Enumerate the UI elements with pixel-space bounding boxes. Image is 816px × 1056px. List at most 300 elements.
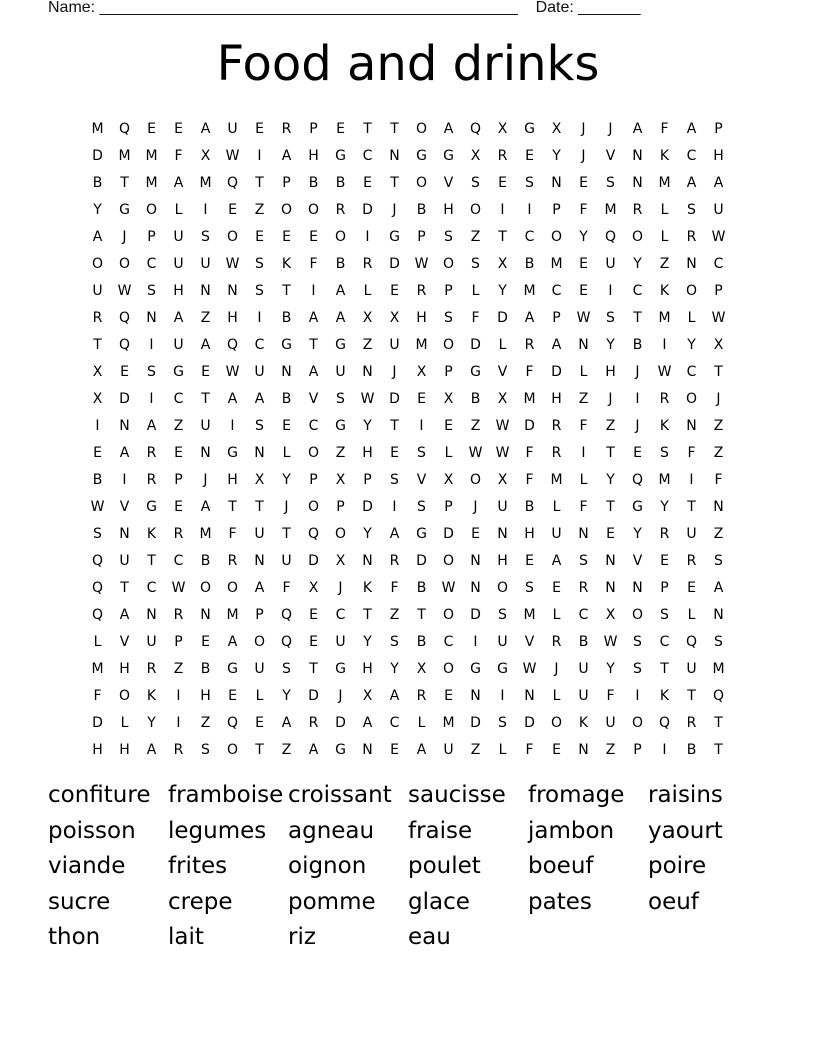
grid-letter: Z — [578, 390, 589, 407]
grid-letter: M — [523, 390, 536, 407]
grid-letter: N — [686, 417, 697, 434]
grid-letter: T — [714, 714, 723, 731]
grid-letter: M — [658, 471, 671, 488]
grid-letter: M — [550, 255, 563, 272]
grid-letter: Q — [469, 120, 482, 137]
grid-letter: E — [606, 525, 615, 542]
grid-letter: T — [147, 552, 156, 569]
grid-letter: R — [686, 228, 697, 245]
grid-letter: I — [257, 309, 262, 326]
grid-letter: D — [497, 309, 508, 326]
grid-letter: A — [92, 228, 103, 245]
grid-letter: R — [416, 687, 427, 704]
grid-letter: A — [632, 120, 643, 137]
grid-letter: X — [308, 579, 319, 596]
grid-letter: R — [362, 255, 373, 272]
grid-row — [84, 331, 732, 358]
grid-letter: E — [579, 174, 588, 191]
grid-letter: R — [524, 336, 535, 353]
grid-letter: D — [362, 498, 373, 515]
grid-letter: R — [551, 444, 562, 461]
grid-row — [84, 196, 732, 223]
grid-row — [84, 385, 732, 412]
grid-letter: I — [500, 201, 505, 218]
grid-letter: I — [149, 336, 154, 353]
grid-letter: N — [200, 282, 211, 299]
word-bank-item: boeuf — [528, 853, 594, 879]
grid-letter: E — [174, 498, 183, 515]
grid-letter: T — [390, 120, 399, 137]
grid-letter: E — [255, 228, 264, 245]
grid-letter: U — [92, 282, 103, 299]
word-bank-item: croissant — [288, 782, 392, 808]
grid-row — [84, 277, 732, 304]
grid-letter: Q — [91, 552, 104, 569]
grid-letter: R — [146, 471, 157, 488]
grid-letter: B — [200, 660, 211, 677]
grid-letter: U — [254, 525, 265, 542]
grid-letter: E — [174, 444, 183, 461]
grid-letter: A — [686, 174, 697, 191]
grid-letter: U — [254, 363, 265, 380]
grid-letter: P — [633, 741, 642, 758]
grid-letter: K — [281, 255, 292, 272]
grid-row — [84, 412, 732, 439]
grid-letter: S — [471, 255, 480, 272]
grid-row — [84, 115, 732, 142]
grid-letter: O — [442, 660, 455, 677]
grid-letter: W — [225, 147, 240, 164]
grid-letter: G — [497, 660, 508, 677]
grid-letter: C — [551, 282, 562, 299]
grid-letter: N — [713, 606, 724, 623]
word-bank — [48, 778, 768, 956]
grid-letter: M — [91, 120, 104, 137]
grid-letter: T — [606, 498, 615, 515]
grid-letter: M — [712, 660, 725, 677]
grid-letter: S — [714, 552, 723, 569]
grid-letter: N — [470, 552, 481, 569]
grid-letter: A — [173, 174, 184, 191]
grid-letter: Q — [712, 687, 725, 704]
grid-letter: N — [551, 174, 562, 191]
grid-letter: A — [146, 417, 157, 434]
grid-letter: P — [714, 282, 723, 299]
grid-letter: T — [282, 282, 291, 299]
grid-letter: J — [608, 390, 613, 407]
grid-letter: H — [200, 687, 211, 704]
grid-letter: G — [335, 660, 346, 677]
grid-letter: W — [495, 444, 510, 461]
grid-row — [84, 358, 732, 385]
grid-letter: O — [415, 120, 428, 137]
grid-letter: U — [686, 660, 697, 677]
grid-letter: J — [473, 498, 478, 515]
grid-letter: O — [91, 255, 104, 272]
grid-letter: I — [689, 471, 694, 488]
grid-letter: M — [604, 201, 617, 218]
grid-letter: T — [255, 174, 264, 191]
grid-letter: N — [254, 444, 265, 461]
grid-letter: U — [200, 417, 211, 434]
grid-letter: R — [551, 417, 562, 434]
grid-letter: I — [311, 282, 316, 299]
grid-letter: Z — [470, 228, 481, 245]
grid-letter: S — [201, 741, 210, 758]
grid-letter: T — [498, 228, 507, 245]
grid-letter: C — [335, 606, 346, 623]
grid-letter: N — [362, 741, 373, 758]
grid-letter: Q — [118, 309, 131, 326]
grid-letter: Y — [147, 714, 156, 731]
grid-letter: S — [255, 255, 264, 272]
grid-letter: F — [714, 471, 723, 488]
grid-letter: V — [119, 498, 130, 515]
grid-letter: H — [362, 444, 373, 461]
grid-letter: S — [282, 660, 291, 677]
grid-letter: I — [662, 336, 667, 353]
grid-letter: S — [606, 174, 615, 191]
grid-letter: D — [551, 363, 562, 380]
grid-letter: U — [173, 336, 184, 353]
grid-letter: C — [686, 363, 697, 380]
grid-row — [84, 520, 732, 547]
grid-letter: O — [631, 606, 644, 623]
grid-letter: A — [227, 633, 238, 650]
grid-letter: S — [687, 201, 696, 218]
grid-letter: W — [711, 228, 726, 245]
grid-letter: Y — [633, 255, 642, 272]
grid-letter: C — [713, 255, 724, 272]
grid-letter: N — [686, 255, 697, 272]
grid-letter: A — [254, 390, 265, 407]
grid-letter: E — [417, 390, 426, 407]
grid-letter: K — [362, 579, 373, 596]
grid-letter: N — [524, 687, 535, 704]
grid-letter: E — [147, 120, 156, 137]
date-field: Date: _______ — [535, 0, 641, 16]
grid-letter: R — [686, 552, 697, 569]
grid-letter: R — [416, 282, 427, 299]
grid-letter: W — [468, 444, 483, 461]
grid-letter: B — [632, 336, 643, 353]
word-bank-item: sucre — [48, 888, 111, 915]
grid-letter: T — [93, 336, 102, 353]
grid-letter: U — [119, 552, 130, 569]
grid-letter: G — [335, 336, 346, 353]
grid-letter: Y — [282, 471, 291, 488]
grid-letter: C — [173, 390, 184, 407]
grid-letter: K — [659, 147, 670, 164]
grid-letter: T — [363, 120, 372, 137]
grid-letter: U — [578, 687, 589, 704]
grid-letter: M — [145, 174, 158, 191]
grid-letter: J — [716, 390, 721, 407]
grid-letter: O — [334, 525, 347, 542]
grid-letter: M — [658, 309, 671, 326]
grid-letter: E — [174, 120, 183, 137]
grid-letter: J — [581, 120, 586, 137]
grid-letter: E — [228, 687, 237, 704]
grid-letter: T — [255, 741, 264, 758]
grid-letter: Y — [363, 633, 372, 650]
grid-letter: Q — [118, 120, 131, 137]
grid-letter: L — [174, 201, 183, 218]
grid-letter: E — [282, 417, 291, 434]
grid-letter: A — [524, 309, 535, 326]
grid-letter: Z — [713, 444, 724, 461]
grid-letter: S — [633, 633, 642, 650]
grid-letter: W — [360, 390, 375, 407]
grid-letter: H — [551, 390, 562, 407]
grid-row — [84, 682, 732, 709]
grid-letter: X — [497, 471, 508, 488]
grid-letter: H — [713, 147, 724, 164]
grid-letter: C — [362, 147, 373, 164]
grid-letter: W — [225, 363, 240, 380]
grid-letter: M — [523, 282, 536, 299]
grid-letter: E — [660, 552, 669, 569]
grid-letter: V — [632, 552, 643, 569]
word-bank-item: pomme — [288, 888, 376, 915]
grid-letter: R — [92, 309, 103, 326]
grid-letter: E — [255, 120, 264, 137]
grid-letter: X — [497, 255, 508, 272]
grid-letter: D — [443, 525, 454, 542]
grid-letter: P — [174, 471, 183, 488]
grid-letter: W — [225, 255, 240, 272]
grid-letter: E — [336, 120, 345, 137]
grid-letter: S — [471, 174, 480, 191]
grid-letter: A — [389, 687, 400, 704]
grid-letter: Z — [254, 201, 265, 218]
word-bank-item: riz — [288, 924, 316, 950]
grid-letter: G — [335, 741, 346, 758]
word-bank-item: legumes — [168, 817, 267, 844]
grid-letter: O — [415, 174, 428, 191]
grid-letter: U — [173, 255, 184, 272]
grid-letter: N — [119, 417, 130, 434]
grid-letter: U — [443, 741, 454, 758]
grid-letter: U — [146, 633, 157, 650]
grid-letter: C — [146, 255, 157, 272]
grid-letter: O — [442, 606, 455, 623]
grid-letter: V — [119, 633, 130, 650]
grid-letter: E — [255, 714, 264, 731]
grid-letter: O — [280, 201, 293, 218]
grid-letter: N — [578, 741, 589, 758]
grid-letter: P — [552, 201, 561, 218]
grid-letter: Y — [687, 336, 696, 353]
grid-letter: O — [442, 336, 455, 353]
grid-letter: T — [714, 741, 723, 758]
word-bank-item: poulet — [408, 853, 481, 879]
grid-letter: F — [390, 579, 399, 596]
grid-letter: N — [632, 174, 643, 191]
grid-letter: A — [443, 120, 454, 137]
grid-letter: C — [389, 714, 400, 731]
grid-letter: B — [470, 390, 481, 407]
grid-letter: V — [497, 363, 508, 380]
grid-letter: S — [147, 282, 156, 299]
grid-letter: Z — [389, 606, 400, 623]
grid-letter: O — [253, 633, 266, 650]
grid-letter: G — [173, 363, 184, 380]
grid-letter: X — [497, 390, 508, 407]
word-bank-item: eau — [408, 924, 451, 950]
grid-letter: U — [389, 336, 400, 353]
grid-letter: L — [255, 687, 264, 704]
grid-letter: O — [307, 498, 320, 515]
grid-letter: P — [255, 606, 264, 623]
grid-letter: I — [392, 498, 397, 515]
grid-letter: I — [365, 228, 370, 245]
grid-letter: Q — [658, 714, 671, 731]
grid-letter: G — [416, 147, 427, 164]
grid-letter: I — [527, 201, 532, 218]
grid-letter: D — [308, 552, 319, 569]
grid-letter: O — [685, 390, 698, 407]
word-bank-item: glace — [408, 888, 470, 915]
grid-letter: I — [662, 741, 667, 758]
page-title: Food and drinks — [216, 36, 600, 92]
grid-letter: U — [713, 201, 724, 218]
grid-letter: H — [362, 660, 373, 677]
grid-letter: S — [714, 633, 723, 650]
grid-letter: R — [281, 120, 292, 137]
grid-letter: T — [255, 498, 264, 515]
header-line — [48, 0, 641, 18]
grid-letter: C — [308, 417, 319, 434]
grid-letter: Y — [498, 282, 507, 299]
grid-letter: T — [120, 579, 129, 596]
grid-letter: L — [444, 444, 453, 461]
grid-letter: Q — [280, 606, 293, 623]
word-bank-item: oignon — [288, 853, 367, 879]
grid-letter: B — [335, 174, 346, 191]
grid-letter: F — [228, 525, 237, 542]
grid-letter: T — [606, 444, 615, 461]
grid-letter: T — [687, 687, 696, 704]
grid-letter: D — [92, 147, 103, 164]
grid-letter: E — [687, 579, 696, 596]
grid-letter: R — [227, 552, 238, 569]
grid-letter: R — [578, 579, 589, 596]
grid-letter: R — [686, 714, 697, 731]
grid-letter: Y — [363, 417, 372, 434]
grid-letter: N — [632, 579, 643, 596]
grid-letter: F — [579, 498, 588, 515]
grid-letter: O — [631, 714, 644, 731]
grid-letter: P — [552, 309, 561, 326]
grid-letter: M — [226, 606, 239, 623]
grid-letter: R — [659, 390, 670, 407]
word-search-grid — [84, 115, 732, 763]
grid-letter: X — [416, 363, 427, 380]
grid-letter: O — [442, 552, 455, 569]
grid-letter: E — [120, 363, 129, 380]
grid-letter: F — [471, 309, 480, 326]
grid-letter: Q — [685, 633, 698, 650]
grid-letter: N — [713, 498, 724, 515]
grid-letter: L — [687, 606, 696, 623]
grid-letter: Z — [173, 417, 184, 434]
grid-letter: V — [524, 633, 535, 650]
grid-letter: A — [146, 741, 157, 758]
grid-letter: V — [605, 147, 616, 164]
grid-letter: E — [579, 282, 588, 299]
grid-letter: Y — [606, 660, 615, 677]
grid-letter: Z — [335, 444, 346, 461]
grid-letter: J — [392, 201, 397, 218]
grid-letter: U — [497, 633, 508, 650]
grid-letter: B — [92, 174, 103, 191]
grid-letter: W — [603, 633, 618, 650]
grid-letter: A — [551, 552, 562, 569]
grid-letter: S — [525, 174, 534, 191]
word-bank-item: pates — [528, 888, 592, 915]
grid-letter: P — [444, 282, 453, 299]
grid-letter: A — [281, 147, 292, 164]
grid-row — [84, 142, 732, 169]
grid-letter: G — [524, 120, 535, 137]
grid-letter: F — [579, 201, 588, 218]
grid-letter: O — [550, 228, 563, 245]
word-bank-item: agneau — [288, 817, 375, 844]
grid-letter: K — [659, 282, 670, 299]
grid-letter: Z — [470, 741, 481, 758]
grid-letter: Q — [226, 174, 239, 191]
grid-letter: Z — [713, 417, 724, 434]
grid-letter: T — [417, 606, 426, 623]
grid-letter: H — [119, 741, 130, 758]
grid-letter: N — [119, 525, 130, 542]
grid-letter: E — [282, 228, 291, 245]
grid-letter: W — [495, 417, 510, 434]
grid-letter: E — [525, 552, 534, 569]
grid-letter: I — [95, 417, 100, 434]
grid-letter: Y — [363, 525, 372, 542]
grid-letter: D — [470, 606, 481, 623]
grid-letter: B — [335, 255, 346, 272]
grid-letter: R — [335, 201, 346, 218]
grid-letter: F — [525, 444, 534, 461]
grid-letter: L — [552, 498, 561, 515]
grid-letter: P — [444, 498, 453, 515]
grid-letter: E — [228, 201, 237, 218]
grid-letter: Z — [173, 660, 184, 677]
grid-letter: J — [635, 417, 640, 434]
grid-letter: Q — [91, 579, 104, 596]
grid-letter: H — [443, 201, 454, 218]
grid-letter: S — [498, 606, 507, 623]
grid-letter: Y — [606, 336, 615, 353]
grid-letter: D — [389, 390, 400, 407]
grid-letter: F — [282, 579, 291, 596]
grid-letter: K — [659, 417, 670, 434]
grid-letter: H — [524, 525, 535, 542]
grid-letter: D — [470, 714, 481, 731]
grid-letter: P — [363, 471, 372, 488]
grid-letter: N — [227, 282, 238, 299]
grid-letter: Y — [660, 498, 669, 515]
grid-letter: D — [416, 552, 427, 569]
grid-letter: B — [416, 633, 427, 650]
grid-letter: J — [608, 120, 613, 137]
grid-row — [84, 466, 732, 493]
grid-letter: L — [552, 687, 561, 704]
grid-letter: J — [581, 147, 586, 164]
